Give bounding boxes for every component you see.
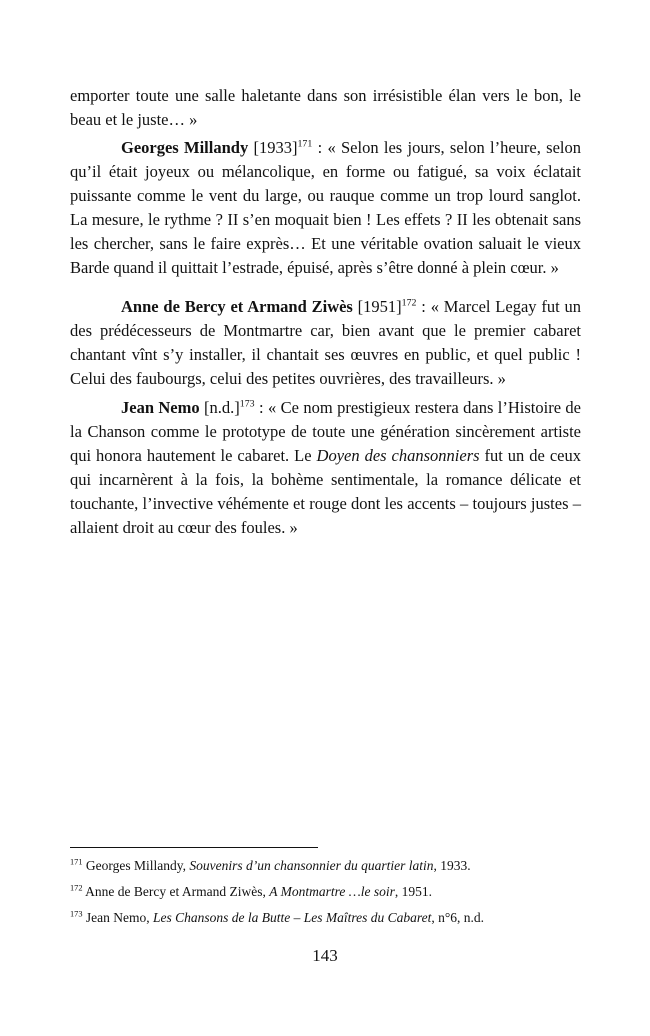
footnote-number: 173 bbox=[70, 909, 83, 919]
footnote-number: 171 bbox=[70, 857, 83, 867]
footnotes-section bbox=[70, 847, 581, 931]
footnote-number: 172 bbox=[70, 883, 83, 893]
footnote-text: Anne de Bercy et Armand Ziwès, A Montmartre …le soir, 1951. bbox=[82, 884, 433, 899]
body-text bbox=[70, 84, 581, 540]
paragraph-nemo: Jean Nemo $[n.d.]^{173}$ : « Ce nom prestigieux restera dans l’Histoire de la Chanson comme le prototype de toute une génération sincèrement artiste qui honora hautement le cabaret. Le Doyen des chansonniers fut un de ceux qui incarnèrent à la fois, la bohème sentimentale, la romance délicate et touchante, l’invective véhémente et rouge dont les accents – toujours justes – allaient droit au cœur des foules. » bbox=[70, 398, 581, 537]
footnote-text: Jean Nemo, Les Chansons de la Butte – Les Maîtres du Cabaret, n°6, n.d. bbox=[82, 910, 485, 925]
page-number: 143 bbox=[312, 946, 338, 965]
footnote-172 bbox=[70, 879, 581, 905]
paragraph-bercy-ziwes: Anne de Bercy et Armand Ziwès $[1951]^{172}$ : « Marcel Legay fut un des prédécesseurs de Montmartre car, bien avant que le premier cabaret chantant vînt s’y installer, il chantait ses œuvres en public, et quel public ! Celui des faubourgs, celui des petites ouvrières, des travailleurs. » bbox=[70, 297, 582, 388]
footnote-separator-rule bbox=[70, 847, 318, 848]
paragraph-continuation: emporter toute une salle haletante dans son irrésistible élan vers le bon, le beau et le juste… » bbox=[70, 86, 581, 129]
paragraph-millandy: Georges Millandy $[1933]^{171}$ : « Selon les jours, selon l’heure, selon qu’il était joyeux ou mélancolique, en forme ou fatigué, sa voix éclatait puissante comme le vent du large, ou rauque comme un trop lourd sanglot. La mesure, le rythme ? II s’en moquait bien ! Les effets ? II les obtenait sans les chercher, sans le faire exprès… Et une véritable ovation saluait le vieux Barde quand il quittait l’estrade, épuisé, après s’être donné à plein cœur. » bbox=[70, 138, 581, 277]
footnote-173 bbox=[70, 905, 581, 931]
footnote-171 bbox=[70, 853, 581, 879]
footnote-text: Georges Millandy, Souvenirs d’un chansonnier du quartier latin, 1933. bbox=[82, 858, 471, 873]
